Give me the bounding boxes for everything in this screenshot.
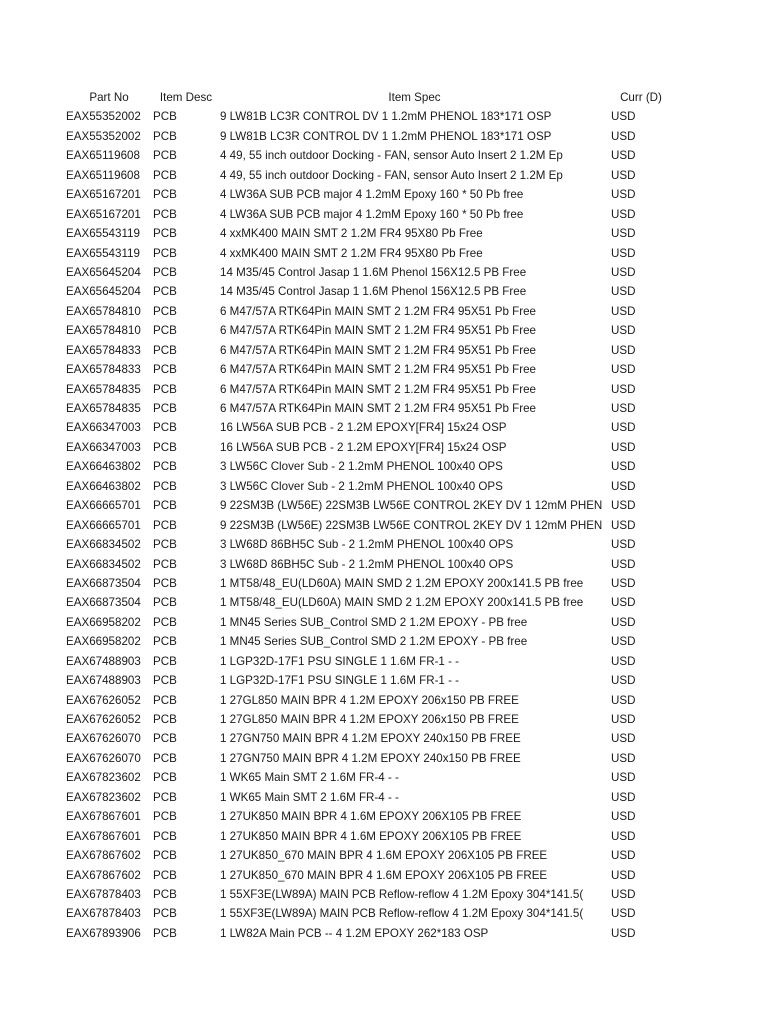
table-row (0, 768, 768, 787)
cell-curr: USD (611, 868, 636, 882)
cell-item-spec: 1 MN45 Series SUB_Control SMD 2 1.2M EPOXY - PB free (220, 635, 528, 649)
cell-part-no: EAX66665701 (66, 518, 141, 532)
table-row (0, 185, 768, 204)
cell-curr: USD (611, 129, 636, 143)
cell-item-desc: PCB (153, 168, 177, 182)
cell-item-spec: 3 LW68D 86BH5C Sub - 2 1.2mM PHENOL 100x40 OPS (220, 557, 514, 571)
cell-item-desc: PCB (153, 907, 177, 921)
cell-part-no: EAX65645204 (66, 265, 141, 279)
cell-item-desc: PCB (153, 693, 177, 707)
cell-curr: USD (611, 693, 636, 707)
cell-item-desc: PCB (153, 149, 177, 163)
cell-item-desc: PCB (153, 207, 177, 221)
table-row (0, 691, 768, 710)
cell-item-desc: PCB (153, 265, 177, 279)
cell-item-spec: 1 27GN750 MAIN BPR 4 1.2M EPOXY 240x150 PB FREE (220, 732, 521, 746)
cell-item-spec: 1 WK65 Main SMT 2 1.6M FR-4 - - (220, 790, 399, 804)
cell-part-no: EAX65119608 (66, 168, 140, 182)
cell-item-spec: 6 M47/57A RTK64Pin MAIN SMT 2 1.2M FR4 95X51 Pb Free (220, 343, 536, 357)
table-row (0, 535, 768, 554)
cell-part-no: EAX65543119 (66, 227, 140, 241)
cell-part-no: EAX55352002 (66, 110, 141, 124)
cell-item-spec: 6 M47/57A RTK64Pin MAIN SMT 2 1.2M FR4 95X51 Pb Free (220, 304, 536, 318)
cell-part-no: EAX66463802 (66, 479, 141, 493)
cell-part-no: EAX66463802 (66, 460, 141, 474)
table-row (0, 282, 768, 301)
cell-curr: USD (611, 538, 636, 552)
cell-part-no: EAX67867602 (66, 849, 141, 863)
table-row (0, 788, 768, 807)
cell-item-spec: 1 27GL850 MAIN BPR 4 1.2M EPOXY 206x150 PB FREE (220, 693, 519, 707)
cell-item-desc: PCB (153, 324, 177, 338)
table-row (0, 866, 768, 885)
cell-curr: USD (611, 343, 636, 357)
cell-item-spec: 1 27GN750 MAIN BPR 4 1.2M EPOXY 240x150 PB FREE (220, 751, 521, 765)
cell-item-desc: PCB (153, 518, 177, 532)
cell-item-spec: 4 49, 55 inch outdoor Docking - FAN, sensor Auto Insert 2 1.2M Ep (220, 168, 563, 182)
cell-part-no: EAX67867601 (66, 810, 141, 824)
cell-curr: USD (611, 713, 636, 726)
cell-item-spec: 6 M47/57A RTK64Pin MAIN SMT 2 1.2M FR4 95X51 Pb Free (220, 363, 536, 377)
cell-item-spec: 1 27GL850 MAIN BPR 4 1.2M EPOXY 206x150 PB FREE (220, 713, 519, 726)
cell-item-desc: PCB (153, 596, 177, 610)
cell-curr: USD (611, 829, 636, 843)
cell-item-desc: PCB (153, 576, 177, 590)
cell-curr: USD (611, 499, 636, 513)
cell-item-spec: 6 M47/57A RTK64Pin MAIN SMT 2 1.2M FR4 95X51 Pb Free (220, 382, 536, 396)
cell-part-no: EAX66834502 (66, 538, 141, 552)
cell-item-desc: PCB (153, 732, 177, 746)
cell-item-spec: 1 LGP32D-17F1 PSU SINGLE 1 1.6M FR-1 - - (220, 674, 460, 688)
cell-curr: USD (611, 849, 636, 863)
cell-item-spec: 4 49, 55 inch outdoor Docking - FAN, sensor Auto Insert 2 1.2M Ep (220, 149, 563, 163)
cell-curr: USD (611, 304, 636, 318)
cell-item-desc: PCB (153, 538, 177, 552)
cell-curr: USD (611, 363, 636, 377)
table-row (0, 516, 768, 535)
table-row (0, 438, 768, 457)
cell-part-no: EAX65784810 (66, 324, 141, 338)
cell-curr: USD (611, 596, 636, 610)
table-row (0, 477, 768, 496)
cell-item-desc: PCB (153, 246, 177, 260)
table-row (0, 904, 768, 923)
cell-item-spec: 3 LW56C Clover Sub - 2 1.2mM PHENOL 100x40 OPS (220, 479, 503, 493)
table-row (0, 671, 768, 690)
cell-curr: USD (611, 674, 636, 688)
table-row (0, 107, 768, 126)
cell-part-no: EAX66834502 (66, 557, 141, 571)
table-row (0, 146, 768, 165)
cell-item-spec: 1 LGP32D-17F1 PSU SINGLE 1 1.6M FR-1 - - (220, 654, 460, 668)
cell-part-no: EAX65784810 (66, 304, 141, 318)
spreadsheet (0, 88, 768, 943)
table-row (0, 710, 768, 729)
cell-item-desc: PCB (153, 304, 177, 318)
cell-item-spec: 1 55XF3E(LW89A) MAIN PCB Reflow-reflow 4 1.2M Epoxy 304*141.5( (220, 887, 584, 901)
table-row (0, 360, 768, 379)
cell-curr: USD (611, 440, 636, 454)
cell-item-desc: PCB (153, 829, 177, 843)
cell-curr: USD (611, 907, 636, 921)
table-row (0, 244, 768, 263)
cell-item-spec: 1 MT58/48_EU(LD60A) MAIN SMD 2 1.2M EPOXY 200x141.5 PB free (220, 596, 584, 610)
cell-item-spec: 1 27UK850 MAIN BPR 4 1.6M EPOXY 206X105 PB FREE (220, 829, 522, 843)
table-row (0, 807, 768, 826)
table-row (0, 749, 768, 768)
table-row (0, 593, 768, 612)
cell-curr: USD (611, 557, 636, 571)
cell-part-no: EAX67878403 (66, 907, 141, 921)
table-row (0, 166, 768, 185)
table-row (0, 555, 768, 574)
cell-item-desc: PCB (153, 343, 177, 357)
cell-part-no: EAX65784835 (66, 382, 141, 396)
cell-item-desc: PCB (153, 129, 177, 143)
header-item-desc: Item Desc (159, 91, 213, 104)
cell-curr: USD (611, 265, 636, 279)
cell-curr: USD (611, 382, 636, 396)
table-row (0, 924, 768, 943)
cell-item-spec: 9 22SM3B (LW56E) 22SM3B LW56E CONTROL 2KEY DV 1 12mM PHEN (220, 518, 603, 532)
cell-curr: USD (611, 926, 636, 940)
cell-curr: USD (611, 110, 636, 124)
cell-curr: USD (611, 207, 636, 221)
cell-item-desc: PCB (153, 751, 177, 765)
cell-part-no: EAX67626052 (66, 713, 141, 726)
cell-part-no: EAX65784833 (66, 363, 141, 377)
cell-part-no: EAX67488903 (66, 674, 141, 688)
cell-curr: USD (611, 654, 636, 668)
header-row (0, 88, 768, 107)
cell-part-no: EAX67867602 (66, 868, 141, 882)
cell-item-desc: PCB (153, 810, 177, 824)
cell-part-no: EAX67626070 (66, 751, 141, 765)
cell-item-spec: 6 M47/57A RTK64Pin MAIN SMT 2 1.2M FR4 95X51 Pb Free (220, 324, 536, 338)
table-row (0, 205, 768, 224)
table-row (0, 457, 768, 476)
cell-item-desc: PCB (153, 499, 177, 513)
cell-item-spec: 6 M47/57A RTK64Pin MAIN SMT 2 1.2M FR4 95X51 Pb Free (220, 402, 536, 415)
cell-part-no: EAX67823602 (66, 771, 141, 785)
cell-part-no: EAX65167201 (66, 207, 141, 221)
table-row (0, 613, 768, 632)
cell-item-spec: 4 LW36A SUB PCB major 4 1.2mM Epoxy 160 * 50 Pb free (220, 188, 524, 202)
cell-item-desc: PCB (153, 460, 177, 474)
cell-curr: USD (611, 421, 636, 435)
cell-curr: USD (611, 518, 636, 532)
cell-part-no: EAX67867601 (66, 829, 141, 843)
table-row (0, 224, 768, 243)
cell-item-desc: PCB (153, 615, 177, 629)
table-row (0, 729, 768, 748)
cell-part-no: EAX67893906 (66, 926, 141, 940)
cell-item-desc: PCB (153, 771, 177, 785)
table-row (0, 496, 768, 515)
cell-item-desc: PCB (153, 790, 177, 804)
cell-part-no: EAX65645204 (66, 285, 141, 299)
cell-part-no: EAX66347003 (66, 440, 141, 454)
table-body (0, 107, 768, 943)
cell-item-desc: PCB (153, 557, 177, 571)
cell-part-no: EAX65167201 (66, 188, 141, 202)
cell-curr: USD (611, 168, 636, 182)
cell-item-desc: PCB (153, 479, 177, 493)
cell-item-desc: PCB (153, 227, 177, 241)
cell-curr: USD (611, 246, 636, 260)
cell-part-no: EAX66958202 (66, 635, 141, 649)
cell-item-desc: PCB (153, 674, 177, 688)
cell-item-desc: PCB (153, 654, 177, 668)
cell-item-spec: 14 M35/45 Control Jasap 1 1.6M Phenol 156X12.5 PB Free (220, 265, 527, 279)
cell-item-desc: PCB (153, 402, 177, 415)
cell-item-spec: 4 xxMK400 MAIN SMT 2 1.2M FR4 95X80 Pb Free (220, 246, 483, 260)
cell-curr: USD (611, 227, 636, 241)
cell-item-desc: PCB (153, 849, 177, 863)
cell-item-desc: PCB (153, 926, 177, 940)
cell-item-spec: 16 LW56A SUB PCB - 2 1.2M EPOXY[FR4] 15x24 OSP (220, 440, 507, 454)
cell-item-spec: 3 LW56C Clover Sub - 2 1.2mM PHENOL 100x40 OPS (220, 460, 503, 474)
cell-item-spec: 1 MN45 Series SUB_Control SMD 2 1.2M EPOXY - PB free (220, 615, 528, 629)
cell-curr: USD (611, 790, 636, 804)
table-row (0, 652, 768, 671)
cell-item-spec: 1 27UK850 MAIN BPR 4 1.6M EPOXY 206X105 PB FREE (220, 810, 522, 824)
table-row (0, 632, 768, 651)
cell-item-spec: 4 xxMK400 MAIN SMT 2 1.2M FR4 95X80 Pb Free (220, 227, 483, 241)
table-row (0, 574, 768, 593)
cell-curr: USD (611, 188, 636, 202)
cell-curr: USD (611, 810, 636, 824)
cell-curr: USD (611, 751, 636, 765)
cell-item-desc: PCB (153, 188, 177, 202)
cell-item-desc: PCB (153, 887, 177, 901)
cell-part-no: EAX67626070 (66, 732, 141, 746)
cell-part-no: EAX66873504 (66, 576, 141, 590)
cell-curr: USD (611, 576, 636, 590)
cell-curr: USD (611, 635, 636, 649)
table-row (0, 321, 768, 340)
cell-item-spec: 1 WK65 Main SMT 2 1.6M FR-4 - - (220, 771, 399, 785)
cell-curr: USD (611, 285, 636, 299)
cell-item-spec: 1 MT58/48_EU(LD60A) MAIN SMD 2 1.2M EPOXY 200x141.5 PB free (220, 576, 584, 590)
table-row (0, 263, 768, 282)
cell-item-desc: PCB (153, 713, 177, 726)
cell-curr: USD (611, 615, 636, 629)
cell-part-no: EAX65543119 (66, 246, 140, 260)
cell-part-no: EAX67878403 (66, 887, 141, 901)
cell-item-spec: 4 LW36A SUB PCB major 4 1.2mM Epoxy 160 * 50 Pb free (220, 207, 524, 221)
cell-item-desc: PCB (153, 363, 177, 377)
cell-curr: USD (611, 324, 636, 338)
cell-item-desc: PCB (153, 635, 177, 649)
cell-curr: USD (611, 771, 636, 785)
cell-item-spec: 9 LW81B LC3R CONTROL DV 1 1.2mM PHENOL 183*171 OSP (220, 129, 552, 143)
cell-item-spec: 1 27UK850_670 MAIN BPR 4 1.6M EPOXY 206X105 PB FREE (220, 849, 548, 863)
cell-item-spec: 9 LW81B LC3R CONTROL DV 1 1.2mM PHENOL 183*171 OSP (220, 110, 552, 124)
cell-part-no: EAX67823602 (66, 790, 141, 804)
cell-part-no: EAX65119608 (66, 149, 140, 163)
table-row (0, 399, 768, 418)
cell-curr: USD (611, 149, 636, 163)
cell-item-desc: PCB (153, 110, 177, 124)
cell-item-spec: 14 M35/45 Control Jasap 1 1.6M Phenol 156X12.5 PB Free (220, 285, 527, 299)
cell-curr: USD (611, 732, 636, 746)
cell-item-desc: PCB (153, 285, 177, 299)
table-row (0, 380, 768, 399)
cell-part-no: EAX66665701 (66, 499, 141, 513)
cell-item-desc: PCB (153, 868, 177, 882)
cell-curr: USD (611, 479, 636, 493)
cell-part-no: EAX67488903 (66, 654, 141, 668)
cell-item-spec: 3 LW68D 86BH5C Sub - 2 1.2mM PHENOL 100x40 OPS (220, 538, 514, 552)
cell-curr: USD (611, 402, 636, 415)
cell-item-desc: PCB (153, 382, 177, 396)
cell-item-desc: PCB (153, 421, 177, 435)
cell-part-no: EAX65784835 (66, 402, 141, 415)
cell-part-no: EAX66347003 (66, 421, 141, 435)
cell-curr: USD (611, 887, 636, 901)
cell-item-spec: 16 LW56A SUB PCB - 2 1.2M EPOXY[FR4] 15x24 OSP (220, 421, 507, 435)
table-row (0, 846, 768, 865)
header-part-no: Part No (89, 91, 129, 104)
cell-item-desc: PCB (153, 440, 177, 454)
header-curr: Curr (D) (620, 91, 662, 104)
cell-item-spec: 1 LW82A Main PCB -- 4 1.2M EPOXY 262*183 OSP (220, 926, 489, 940)
cell-part-no: EAX65784833 (66, 343, 141, 357)
table-row (0, 827, 768, 846)
cell-part-no: EAX66958202 (66, 615, 141, 629)
cell-item-spec: 1 27UK850_670 MAIN BPR 4 1.6M EPOXY 206X105 PB FREE (220, 868, 548, 882)
cell-item-spec: 1 55XF3E(LW89A) MAIN PCB Reflow-reflow 4 1.2M Epoxy 304*141.5( (220, 907, 584, 921)
cell-part-no: EAX55352002 (66, 129, 141, 143)
cell-item-spec: 9 22SM3B (LW56E) 22SM3B LW56E CONTROL 2KEY DV 1 12mM PHEN (220, 499, 603, 513)
table-row (0, 418, 768, 437)
table-row (0, 302, 768, 321)
cell-curr: USD (611, 460, 636, 474)
cell-part-no: EAX66873504 (66, 596, 141, 610)
cell-part-no: EAX67626052 (66, 693, 141, 707)
table-row (0, 127, 768, 146)
header-item-spec: Item Spec (388, 91, 441, 104)
table-row (0, 341, 768, 360)
table-row (0, 885, 768, 904)
